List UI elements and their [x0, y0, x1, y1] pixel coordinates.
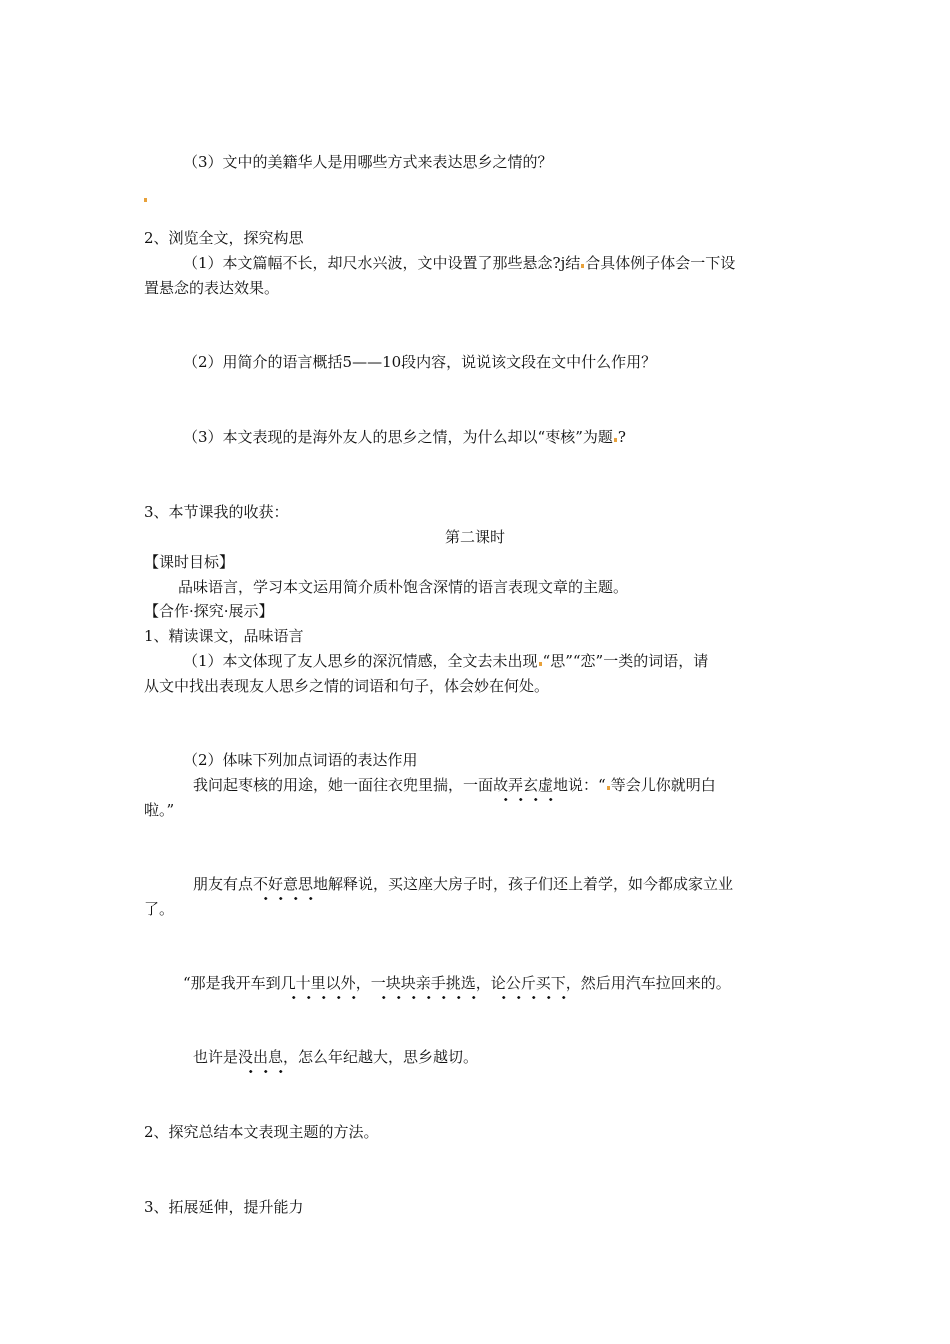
- example-sentence-2: 朋友有点不好意思地解释说，买这座大房子时，孩子们还上着学，如今都成家立业: [193, 875, 734, 893]
- section1-question-3: （3）文中的美籍华人是用哪些方式来表达思乡之情的？: [183, 153, 553, 171]
- emphasized-phrase: 没出息: [238, 1048, 284, 1066]
- emphasized-phrase: 故弄玄虚: [493, 776, 554, 794]
- scan-mark: [581, 264, 584, 268]
- emphasized-phrase: 论公斤买下: [490, 974, 566, 992]
- emphasized-phrase: 不好意思: [253, 875, 314, 893]
- example-sentence-1: 我问起枣核的用途，她一面往衣兜里揣，一面故弄玄虚地说：“ 等会儿你就明白: [193, 776, 716, 794]
- cooperation-heading: 【合作·探究·展示】: [144, 602, 274, 620]
- part1-question-1-cont: 从文中找出表现友人思乡之情的词语和句子，体会妙在何处。: [144, 677, 550, 695]
- part3-heading: 3、拓展延伸，提升能力: [144, 1198, 304, 1216]
- part1-question-2: （2）体味下列加点词语的表达作用: [183, 751, 418, 769]
- example-sentence-2-cont: 了。: [144, 900, 175, 918]
- part1-question-1: （1）本文体现了友人思乡的深沉情感，全文去未出现 “思”“恋”一类的词语，请: [183, 652, 709, 670]
- emphasized-phrase: 几十里以外: [280, 974, 356, 992]
- example-sentence-4: 也许是没出息，怎么年纪越大，思乡越切。: [193, 1048, 479, 1066]
- example-sentence-3: “那是我开车到几十里以外，一块块亲手挑选，论公斤买下，然后用汽车拉回来的。: [183, 974, 731, 992]
- section2-question-1-cont: 置悬念的表达效果。: [144, 279, 280, 297]
- part1-heading: 1、精读课文，品味语言: [144, 627, 304, 645]
- goal-heading: 【课时目标】: [144, 553, 235, 571]
- scan-mark: [539, 662, 542, 666]
- section2-question-1: （1）本文篇幅不长，却尺水兴波，文中设置了那些悬念?j结 合具体例子体会一下设: [183, 254, 736, 272]
- scan-mark: [607, 786, 610, 790]
- scan-mark: [614, 438, 617, 442]
- section2-question-2: （2）用简介的语言概括5——10段内容，说说该文段在文中什么作用？: [183, 353, 657, 371]
- scan-speck: [144, 198, 147, 202]
- part2-heading: 2、探究总结本文表现主题的方法。: [144, 1123, 379, 1141]
- goal-text: 品味语言，学习本文运用简介质朴饱含深情的语言表现文章的主题。: [178, 578, 629, 596]
- example-sentence-1-cont: 啦。”: [144, 801, 175, 819]
- section2-heading: 2、浏览全文，探究构思: [144, 229, 304, 247]
- lesson-two-title: 第二课时: [444, 528, 505, 546]
- section2-question-3: （3）本文表现的是海外友人的思乡之情，为什么却以“枣核”为题 ?: [183, 428, 626, 446]
- emphasized-phrase: 一块块亲手挑选: [370, 974, 476, 992]
- section3-heading: 3、本节课我的收获：: [144, 503, 289, 521]
